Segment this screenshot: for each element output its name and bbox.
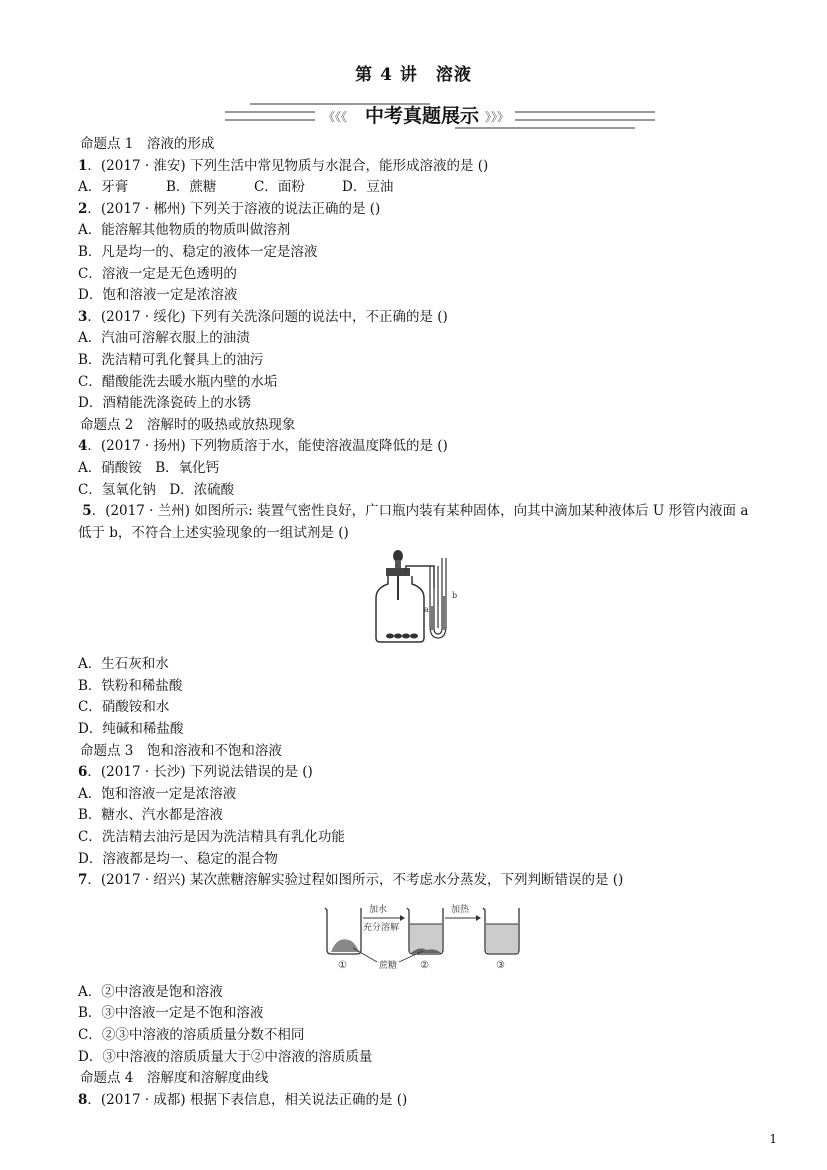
label-n1: ①: [338, 959, 347, 971]
question-stem: ．(2017 · 兰州) 如图所示: 装置气密性良好，广口瓶内装有某种固体，向其中滴加某种液体后 U 形管内液面 a: [91, 503, 749, 520]
question-4: [78, 436, 778, 458]
topic-heading: 命题点 4 溶解度和溶解度曲线: [80, 1070, 269, 1087]
question-number: 1: [78, 157, 88, 174]
option-d: D．豆油: [342, 179, 394, 196]
option-d: D．饱和溶液一定是浓溶液: [78, 287, 238, 304]
label-add-water: 加水: [369, 904, 388, 915]
question-stem: ．(2017 · 绍兴) 某次蔗糖溶解实验过程如图所示，不考虑水分蒸发，下列判断错误的是 (): [87, 872, 624, 889]
option-row: [78, 177, 778, 199]
bottle-u-tube-diagram: [368, 548, 488, 648]
topic-heading: 命题点 3 饱和溶液和不饱和溶液: [80, 742, 282, 759]
option-c: C．面粉: [254, 179, 305, 196]
question-number: 5: [82, 503, 92, 520]
option-a: A．能溶解其他物质的物质叫做溶剂: [78, 222, 291, 239]
option-d: D．溶液都是均一、稳定的混合物: [78, 850, 278, 867]
label-n2: ②: [420, 959, 429, 971]
question-number: 3: [78, 308, 88, 325]
svg-text:》》》: 》》》: [485, 110, 510, 124]
topic-heading: 命题点 2 溶解时的吸热或放热现象: [80, 416, 296, 433]
option-a: A．牙膏: [78, 179, 129, 196]
option-c: C．②③中溶液的溶质质量分数不相同: [78, 1027, 305, 1043]
lecture-number: 第 4 讲: [355, 65, 418, 85]
option-c: C．醋酸能洗去暖水瓶内壁的水垢: [78, 373, 278, 390]
page-title: [0, 60, 827, 85]
question-stem: ．(2017 · 成都) 根据下表信息，相关说法正确的是 (): [87, 1091, 408, 1108]
option-cd: C．氢氧化钠 D．浓硫酸: [78, 481, 235, 498]
apparatus-figure: [78, 548, 778, 654]
question-stem: ．(2017 · 扬州) 下列物质溶于水，能使溶液温度降低的是 (): [87, 438, 448, 455]
svg-text:《《《: 《《《: [323, 110, 348, 124]
question-stem: ．(2017 · 淮安) 下列生活中常见物质与水混合，能形成溶液的是 (): [87, 157, 489, 174]
option-d: D．纯碱和稀盐酸: [78, 721, 184, 738]
question-8: [78, 1090, 778, 1112]
label-dissolve: 充分溶解: [363, 922, 400, 933]
label-b: b: [452, 591, 458, 601]
option-c: C．溶液一定是无色透明的: [78, 265, 237, 282]
question-7: [78, 870, 778, 892]
page-number: 1: [769, 1132, 777, 1146]
question-stem-cont: 低于 b，不符合上述实验现象的一组试剂是 (): [78, 524, 349, 541]
option-a: A．汽油可溶解衣服上的油渍: [78, 330, 250, 347]
option-b: B．洗洁精可乳化餐具上的油污: [78, 351, 264, 368]
question-stem: ．(2017 · 长沙) 下列说法错误的是 (): [87, 764, 313, 781]
question-3: [78, 307, 778, 329]
option-c: C．硝酸铵和水: [78, 699, 170, 716]
question-number: 8: [78, 1091, 88, 1108]
topic-heading: 命题点 1 溶液的形成: [80, 136, 215, 152]
option-b: B．蔗糖: [166, 179, 217, 196]
option-b: B．糖水、汽水都是溶液: [78, 807, 223, 824]
question-5: [78, 501, 778, 523]
option-c: C．洗洁精去油污是因为洗洁精具有乳化功能: [78, 829, 345, 846]
option-b: B．③中溶液一定是不饱和溶液: [78, 1005, 264, 1022]
option-b: B．铁粉和稀盐酸: [78, 677, 183, 694]
option-a: A．②中溶液是饱和溶液: [78, 983, 223, 1000]
label-a: a: [424, 605, 429, 615]
label-n3: ③: [496, 959, 505, 971]
option-d: D．酒精能洗涤瓷砖上的水锈: [78, 395, 251, 412]
question-number: 2: [78, 200, 88, 217]
beakers-diagram: [323, 896, 533, 976]
label-heat: 加热: [451, 904, 470, 915]
banner-text: 中考真题展示: [365, 105, 480, 127]
option-b: B．凡是均一的、稳定的液体一定是溶液: [78, 243, 318, 260]
dissolution-figure: [78, 896, 778, 980]
lecture-topic: 溶液: [435, 65, 472, 85]
question-list: [78, 134, 778, 1111]
option-ab: A．硝酸铵 B．氧化钙: [78, 459, 220, 476]
option-d: D．③中溶液的溶质质量大于②中溶液的溶质质量: [78, 1048, 373, 1065]
question-number: 4: [78, 438, 88, 455]
question-number: 7: [78, 872, 88, 889]
option-a: A．生石灰和水: [78, 656, 169, 673]
section-banner: [215, 100, 665, 130]
question-1: [78, 156, 778, 178]
question-stem: ．(2017 · 绥化) 下列有关洗涤问题的说法中，不正确的是 (): [87, 308, 448, 325]
option-a: A．饱和溶液一定是浓溶液: [78, 785, 237, 802]
question-stem: ．(2017 · 郴州) 下列关于溶液的说法正确的是 (): [87, 200, 381, 217]
question-number: 6: [78, 764, 88, 781]
question-2: [78, 199, 778, 221]
label-sugar: 蔗糖: [379, 960, 398, 971]
question-6: [78, 762, 778, 784]
